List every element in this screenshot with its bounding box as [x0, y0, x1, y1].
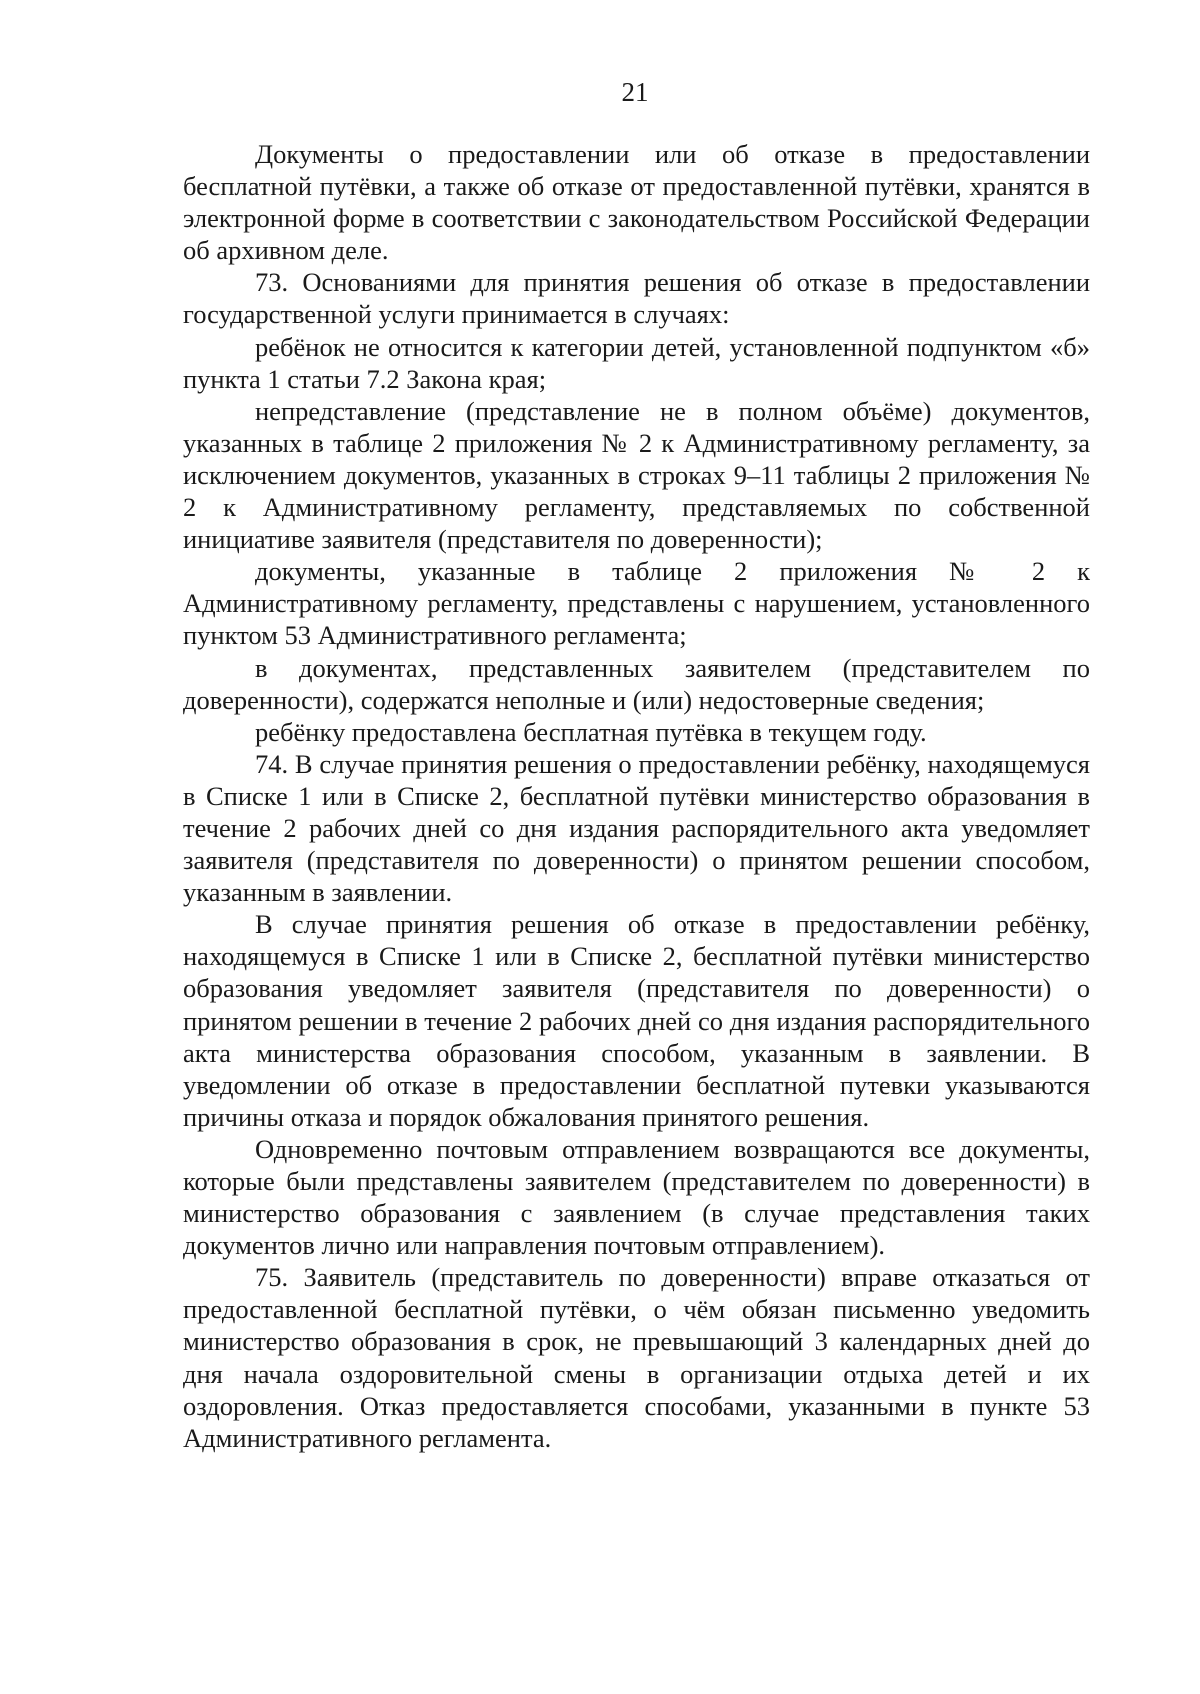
paragraph-refusal-notice: В случае принятия решения об отказе в предоставлении ребёнку, находящемуся в Списке 1 или в Списке 2, бесплатной путёвки министерство образования уведомляет заявителя (представителя по доверенности) о принятом решении в течение 2 рабочих дней со дня издания распорядительного акта министерства образования способом, указанным в заявлении. В уведомлении об отказе в предоставлении бесплатной путевки указываются причины отказа и порядок обжалования принятого решения.	[183, 909, 1090, 1132]
paragraph-73-grounds: 73. Основаниями для принятия решения об отказе в предоставлении государственной услуги принимается в случаях:	[183, 267, 1090, 330]
paragraph-ground-category: ребёнок не относится к категории детей, установленной подпунктом «б» пункта 1 статьи 7.2 Закона края;	[183, 331, 1090, 394]
document-body	[183, 138, 1090, 1454]
paragraph-ground-missing-documents: непредставление (представление не в полном объёме) документов, указанных в таблице 2 приложения № 2 к Административному регламенту, за исключением документов, указанных в строках 9–11 таблицы 2 приложения № 2 к Административному регламенту, представляемых по собственной инициативе заявителя (представителя по доверенности);	[183, 395, 1090, 555]
paragraph-documents-return: Одновременно почтовым отправлением возвращаются все документы, которые были представлены заявителем (представителем по доверенности) в министерство образования с заявлением (в случае представления таких документов лично или направления почтовым отправлением).	[183, 1133, 1090, 1261]
paragraph-ground-incomplete-data: в документах, представленных заявителем (представителем по доверенности), содержатся неполные и (или) недостоверные сведения;	[183, 652, 1090, 715]
paragraph-74-approval-notice: 74. В случае принятия решения о предоставлении ребёнку, находящемуся в Списке 1 или в Списке 2, бесплатной путёвки министерство образования в течение 2 рабочих дней со дня издания распорядительного акта уведомляет заявителя (представителя по доверенности) о принятом решении способом, указанным в заявлении.	[183, 748, 1090, 908]
paragraph-75-voucher-refusal: 75. Заявитель (представитель по доверенности) вправе отказаться от предоставленной бесплатной путёвки, о чём обязан письменно уведомить министерство образования в срок, не превышающий 3 календарных дней до дня начала оздоровительной смены в организации отдыха детей и их оздоровления. Отказ предоставляется способами, указанными в пункте 53 Административного регламента.	[183, 1262, 1090, 1453]
page-number: 21	[621, 77, 649, 107]
paragraph-archive-storage: Документы о предоставлении или об отказе в предоставлении бесплатной путёвки, а также об отказе от предоставленной путёвки, хранятся в электронной форме в соответствии с законодательством Российской Федерации об архивном деле.	[183, 139, 1090, 266]
paragraph-ground-already-provided: ребёнку предоставлена бесплатная путёвка в текущем году.	[255, 716, 927, 747]
paragraph-ground-violation: документы, указанные в таблице 2 приложения № 2 к Административному регламенту, представлены с нарушением, установленного пунктом 53 Административного регламента;	[183, 556, 1090, 651]
